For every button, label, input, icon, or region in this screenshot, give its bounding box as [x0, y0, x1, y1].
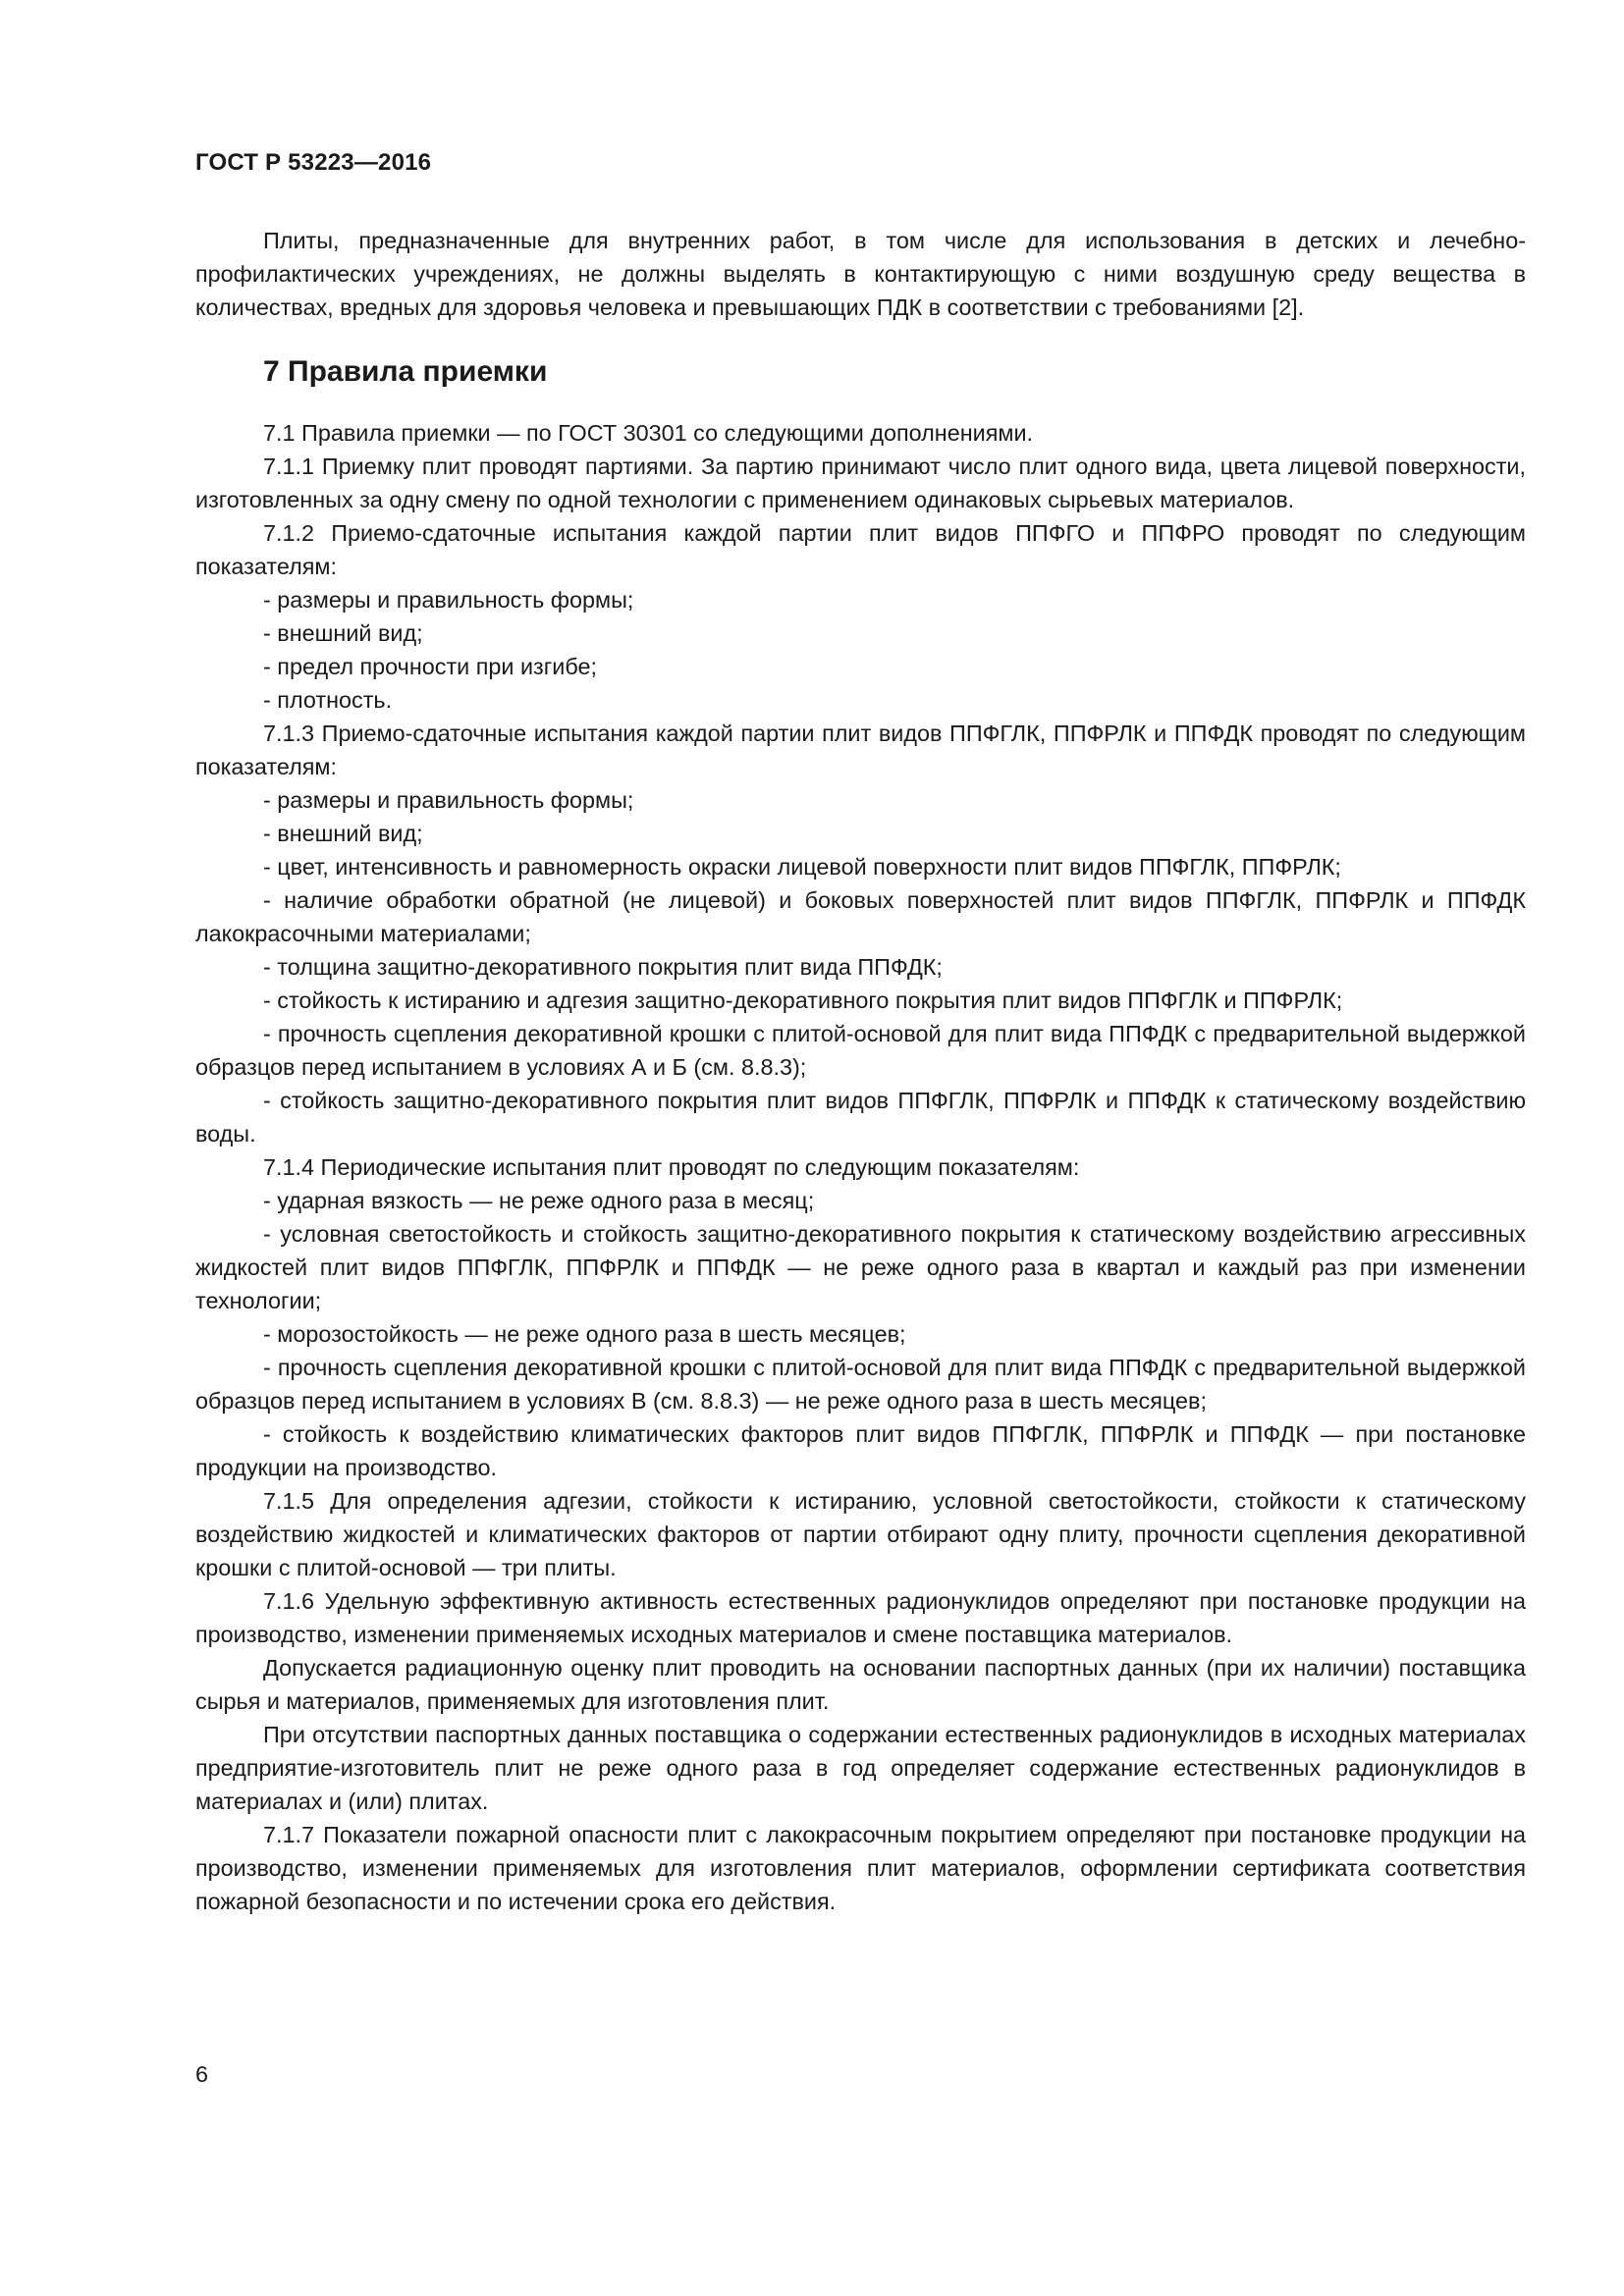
list-item: - внешний вид; — [263, 620, 423, 646]
list-item: - размеры и правильность формы; — [263, 587, 634, 613]
list-item: - стойкость к воздействию климатических факторов плит видов ППФГЛК, ППФРЛК и ППФДК — при постановке продукции на производство. — [195, 1421, 1526, 1480]
list-item: - стойкость защитно-декоративного покрытия плит видов ППФГЛК, ППФРЛК и ППФДК к статическому воздействию воды. — [195, 1088, 1526, 1147]
list-item: - условная светостойкость и стойкость защитно-декоративного покрытия к статическому воздействию агрессивных жидкостей плит видов ППФГЛК, ППФРЛК и ППФДК — не реже одного раза в квартал и каждый раз при изменении технологии; — [195, 1221, 1526, 1313]
paragraph: Допускается радиационную оценку плит проводить на основании паспортных данных (при их наличии) поставщика сырья и материалов, применяемых для изготовления плит. — [195, 1655, 1526, 1714]
list-item: - прочность сцепления декоративной крошки с плитой-основой для плит вида ППФДК с предварительной выдержкой образцов перед испытанием в условиях А и Б (см. 8.8.3); — [195, 1021, 1526, 1080]
paragraph-7-1: 7.1 Правила приемки — по ГОСТ 30301 со следующими дополнениями. — [263, 420, 1034, 446]
paragraph-7-1-5: 7.1.5 Для определения адгезии, стойкости к истиранию, условной светостойкости, стойкости к статическому воздействию жидкостей и климатических факторов от партии отбирают одну плиту, прочности сцепления декоративной крошки с плитой-основой — три плиты. — [195, 1488, 1526, 1580]
list-item: - внешний вид; — [263, 821, 423, 846]
paragraph-7-1-1: 7.1.1 Приемку плит проводят партиями. За партию принимают число плит одного вида, цвета лицевой поверхности, изготовленных за одну смену по одной технологии с применением одинаковых сырьевых материалов. — [195, 454, 1526, 512]
paragraph: При отсутствии паспортных данных поставщика о содержании естественных радионуклидов в исходных материалах предприятие-изготовитель плит не реже одного раза в год определяет содержание естественных радионуклидов в материалах и (или) плитах. — [195, 1722, 1526, 1814]
intro-paragraph: Плиты, предназначенные для внутренних работ, в том числе для использования в детских и лечебно-профилактических учреждениях, не должны выделять в контактирующую с ними воздушную среду вещества в количествах, вредных для здоровья человека и превышающих ПДК в соответствии с требованиями [2]. — [195, 228, 1526, 320]
list-item: - размеры и правильность формы; — [263, 787, 634, 813]
paragraph-7-1-2: 7.1.2 Приемо-сдаточные испытания каждой партии плит видов ППФГО и ППФРО проводят по следующим показателям: — [195, 520, 1526, 579]
list-item: - наличие обработки обратной (не лицевой) и боковых поверхностей плит видов ППФГЛК, ППФРЛК и ППФДК лакокрасочными материалами; — [195, 887, 1526, 946]
page-content — [195, 224, 1526, 1918]
section-title: 7 Правила приемки — [263, 355, 548, 388]
list-item: - ударная вязкость — не реже одного раза в месяц; — [263, 1188, 815, 1213]
paragraph-7-1-7: 7.1.7 Показатели пожарной опасности плит с лакокрасочным покрытием определяют при постановке продукции на производство, изменении применяемых для изготовления плит материалов, оформлении сертификата соответствия пожарной безопасности и по истечении срока его действия. — [195, 1822, 1526, 1914]
list-item: - прочность сцепления декоративной крошки с плитой-основой для плит вида ППФДК с предварительной выдержкой образцов перед испытанием в условиях В (см. 8.8.3) — не реже одного раза в шесть месяцев; — [195, 1355, 1526, 1414]
list-item: - стойкость к истиранию и адгезия защитно-декоративного покрытия плит видов ППФГЛК и ППФРЛК; — [263, 988, 1343, 1013]
page-number: 6 — [195, 2061, 209, 2087]
list-item: - толщина защитно-декоративного покрытия плит вида ППФДК; — [263, 954, 943, 980]
list-item: - предел прочности при изгибе; — [263, 654, 598, 679]
document-code-header: ГОСТ Р 53223—2016 — [195, 149, 432, 176]
list-item: - морозостойкость — не реже одного раза в шесть месяцев; — [263, 1321, 906, 1347]
paragraph-7-1-6: 7.1.6 Удельную эффективную активность естественных радионуклидов определяют при постановке продукции на производство, изменении применяемых исходных материалов и смене поставщика материалов. — [195, 1588, 1526, 1647]
paragraph-7-1-3: 7.1.3 Приемо-сдаточные испытания каждой партии плит видов ППФГЛК, ППФРЛК и ППФДК проводят по следующим показателям: — [195, 721, 1526, 779]
paragraph-7-1-4: 7.1.4 Периодические испытания плит проводят по следующим показателям: — [263, 1154, 1080, 1180]
list-item: - цвет, интенсивность и равномерность окраски лицевой поверхности плит видов ППФГЛК, ППФРЛК; — [263, 854, 1341, 880]
list-item: - плотность. — [263, 687, 393, 713]
